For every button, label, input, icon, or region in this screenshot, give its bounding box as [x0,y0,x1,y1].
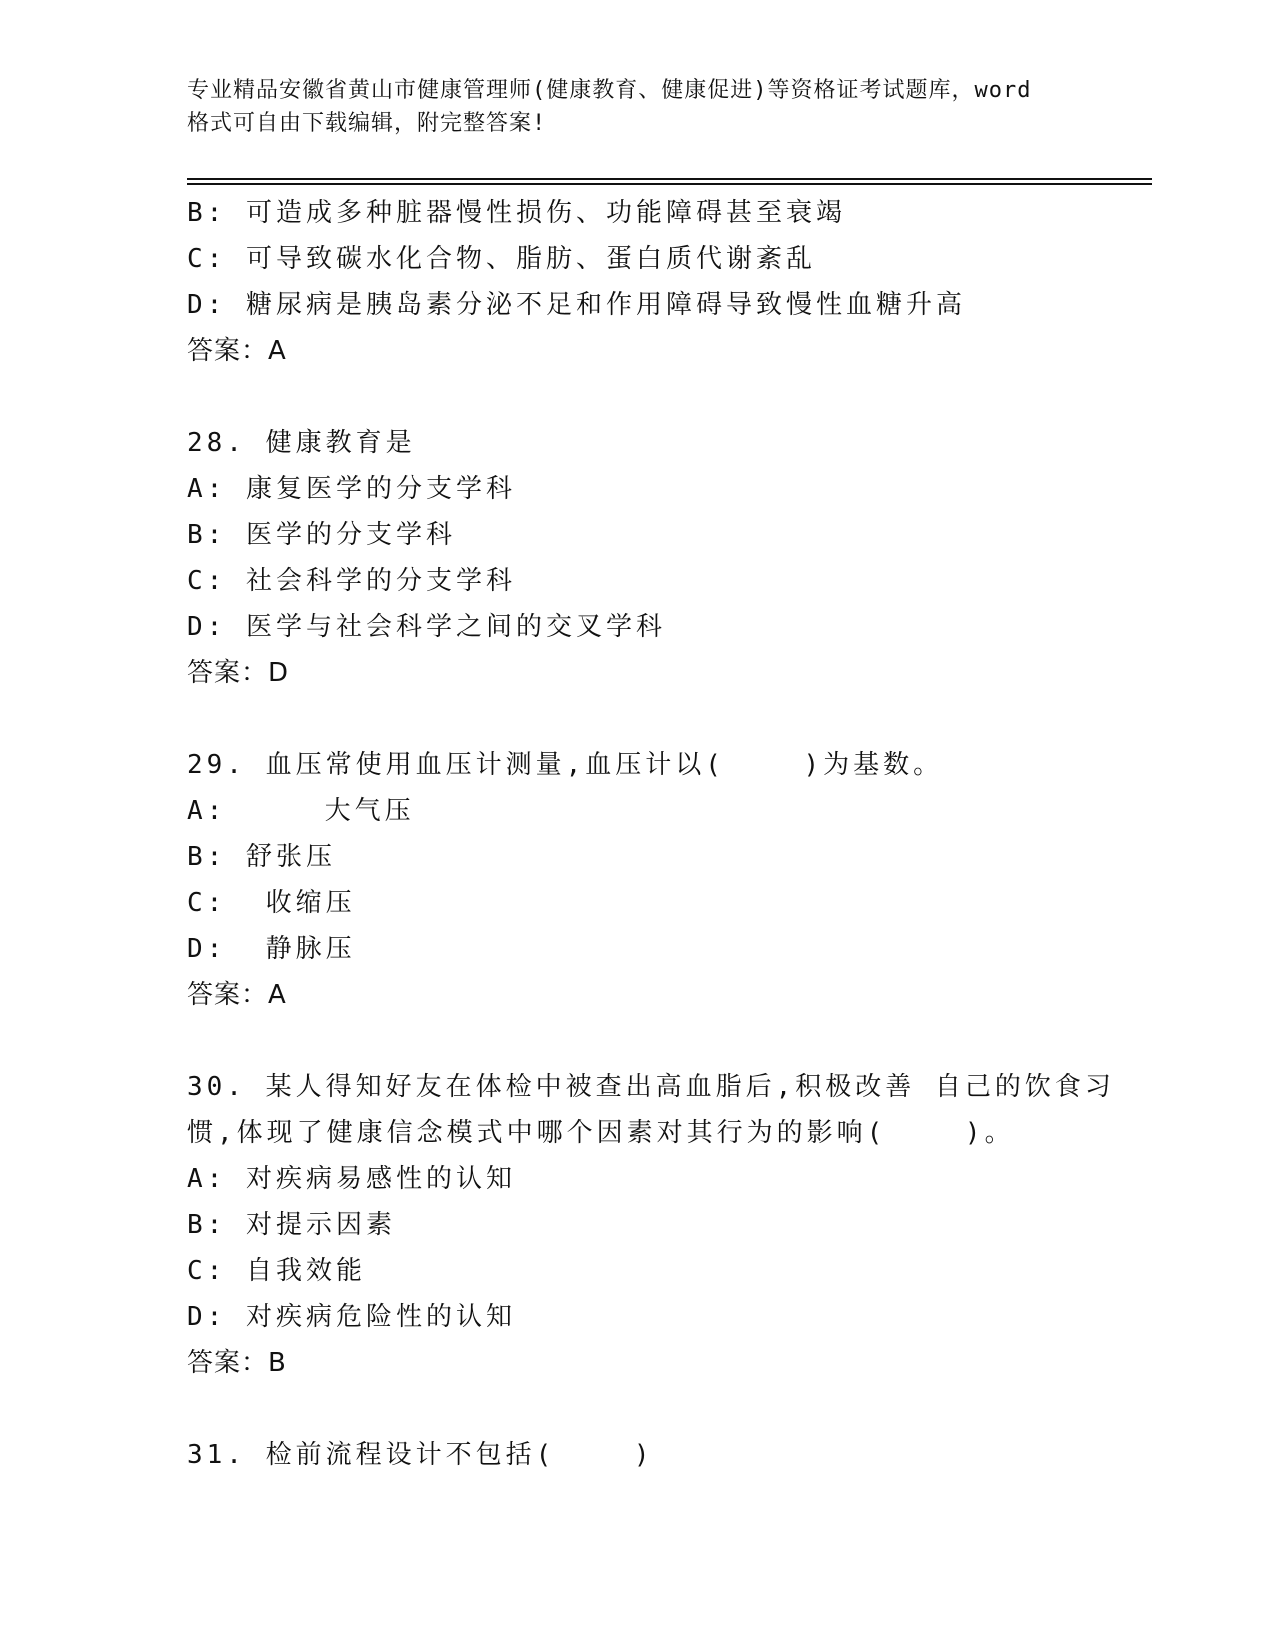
question-block-31 [187,1432,1147,1478]
header-line-1: 专业精品安徽省黄山市健康管理师(健康教育、健康促进)等资格证考试题库，word [187,78,1032,103]
question-text: 29. 血压常使用血压计测量,血压计以( )为基数。 [187,750,944,780]
header-divider-top [187,178,1152,180]
option-a: A: 对疾病易感性的认知 [187,1164,516,1194]
question-block-28 [187,420,1147,696]
option-b: B: 对提示因素 [187,1210,396,1240]
question-block-29 [187,742,1147,1018]
header-divider-bottom [187,183,1152,185]
option-c: C: 社会科学的分支学科 [187,566,516,596]
question-text: 31. 检前流程设计不包括( ) [187,1440,654,1470]
option-b: B: 可造成多种脏器慢性损伤、功能障碍甚至衰竭 [187,198,846,228]
answer-line: 答案：A [187,980,287,1010]
option-b: B: 舒张压 [187,842,336,872]
question-text-line-2: 惯,体现了健康信念模式中哪个因素对其行为的影响( )。 [187,1118,1015,1148]
question-block-27 [187,190,1147,374]
option-b: B: 医学的分支学科 [187,520,456,550]
option-c: C: 自我效能 [187,1256,366,1286]
question-block-30 [187,1064,1147,1386]
option-c: C: 可导致碳水化合物、脂肪、蛋白质代谢紊乱 [187,244,816,274]
answer-line: 答案：B [187,1348,287,1378]
document-body [187,190,1147,1478]
answer-line: 答案：D [187,658,290,688]
option-d: D: 对疾病危险性的认知 [187,1302,516,1332]
question-text-line-1: 30. 某人得知好友在体检中被查出高血脂后,积极改善 自己的饮食习 [187,1072,1115,1102]
question-text: 28. 健康教育是 [187,428,416,458]
answer-line: 答案：A [187,336,287,366]
document-header [187,74,1087,140]
option-d: D: 糖尿病是胰岛素分泌不足和作用障碍导致慢性血糖升高 [187,290,966,320]
option-a: A: 大气压 [187,796,415,826]
header-line-2: 格式可自由下载编辑，附完整答案! [187,111,547,136]
option-c: C: 收缩压 [187,888,356,918]
option-a: A: 康复医学的分支学科 [187,474,516,504]
option-d: D: 医学与社会科学之间的交叉学科 [187,612,666,642]
option-d: D: 静脉压 [187,934,356,964]
